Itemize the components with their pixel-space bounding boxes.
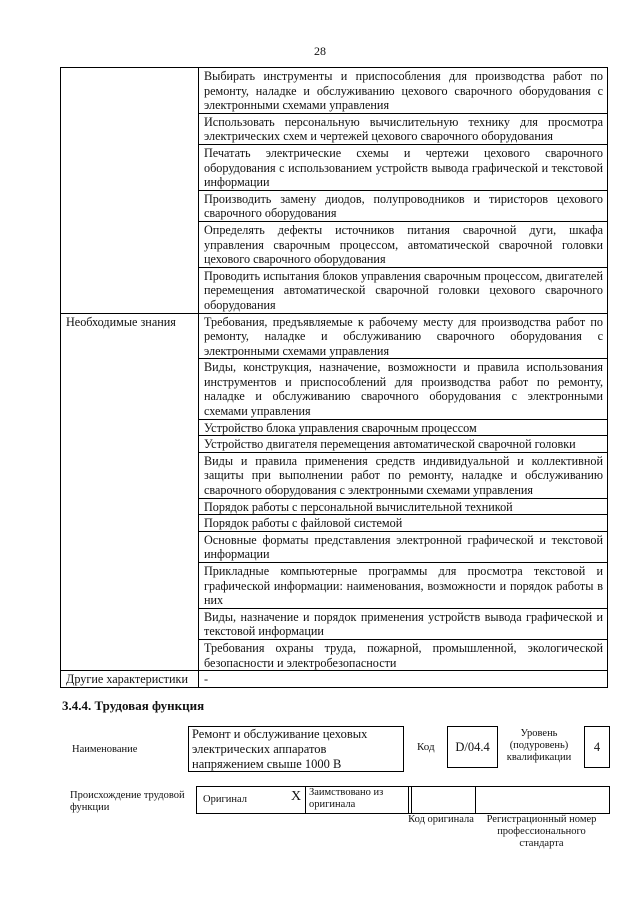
code-original-cell [408, 786, 476, 814]
knowledge-item: Порядок работы с файловой системой [199, 515, 608, 532]
code-label: Код [417, 741, 435, 753]
knowledge-item: Устройство двигателя перемещения автоматической сварочной головки [199, 436, 608, 453]
function-code-box: D/04.4 [447, 726, 498, 768]
knowledge-item: Виды и правила применения средств индивидуальной и коллективной защиты при выполнении работ по ремонту, наладке и обслуживанию сварочного оборудования с электронными схемами управления [199, 452, 608, 498]
function-name-box: Ремонт и обслуживание цеховых электрических аппаратов напряжением свыше 1000 В [188, 726, 404, 772]
knowledge-item: Прикладные компьютерные программы для просмотра текстовой и графической информации: наименования, возможности и порядок работы в них [199, 563, 608, 609]
knowledge-label: Необходимые знания [61, 313, 199, 671]
page-number: 28 [314, 44, 326, 58]
skill-item: Использовать персональную вычислительную технику для просмотра электрических схем и чертежей цехового сварочного оборудования [199, 113, 608, 144]
knowledge-item: Виды, назначение и порядок применения устройств вывода графической и текстовой информации [199, 608, 608, 639]
skills-label-cell [61, 68, 199, 314]
skill-item: Выбирать инструменты и приспособления для производства работ по ремонту, наладке и обслуживанию цехового сварочного оборудования с электронными схемами управления [199, 68, 608, 114]
level-value-box: 4 [584, 726, 610, 768]
knowledge-item: Порядок работы с персональной вычислительной техникой [199, 498, 608, 515]
borrowed-cell: Заимствовано из оригинала [305, 786, 412, 814]
requirements-table [60, 67, 608, 688]
name-label: Наименование [72, 744, 138, 755]
skill-item: Печатать электрические схемы и чертежи цехового сварочного оборудования с использованием устройств вывода графической и текстовой информации [199, 144, 608, 190]
level-label: Уровень (подуровень) квалификации [506, 728, 572, 763]
knowledge-item: Виды, конструкция, назначение, возможности и правила использования инструментов и приспособлений для производства работ по ремонту, наладке и обслуживанию сварочного оборудования с электронными схемами управления [199, 359, 608, 419]
reg-number-caption: Регистрационный номер профессионального стандарта [486, 814, 597, 849]
skill-item: Производить замену диодов, полупроводников и тиристоров цехового сварочного оборудования [199, 190, 608, 221]
code-original-caption: Код оригинала [408, 814, 474, 825]
skill-item: Проводить испытания блоков управления сварочным процессом, двигателей перемещения автоматической сварочной головки цехового сварочного оборудования [199, 267, 608, 313]
other-characteristics-value: - [199, 671, 608, 688]
section-title: 3.4.4. Трудовая функция [62, 698, 205, 713]
reg-number-cell [475, 786, 610, 814]
skill-item: Определять дефекты источников питания сварочной дуги, шкафа управления сварочным процессом, автоматической сварочной головки цехового сварочного оборудования [199, 221, 608, 267]
original-cell [196, 786, 306, 814]
knowledge-item: Требования охраны труда, пожарной, промышленной, экологической безопасности и электробезопасности [199, 639, 608, 670]
original-mark: X [291, 789, 302, 804]
other-characteristics-label: Другие характеристики [61, 671, 199, 688]
knowledge-item: Устройство блока управления сварочным процессом [199, 419, 608, 436]
knowledge-item: Требования, предъявляемые к рабочему месту для производства работ по ремонту, наладке и обслуживанию сварочного оборудования с электронными схемами управления [199, 313, 608, 359]
origin-label: Происхождение трудовой функции [70, 790, 185, 813]
knowledge-item: Основные форматы представления электронной графической и текстовой информации [199, 531, 608, 562]
original-label: Оригинал [203, 794, 247, 805]
